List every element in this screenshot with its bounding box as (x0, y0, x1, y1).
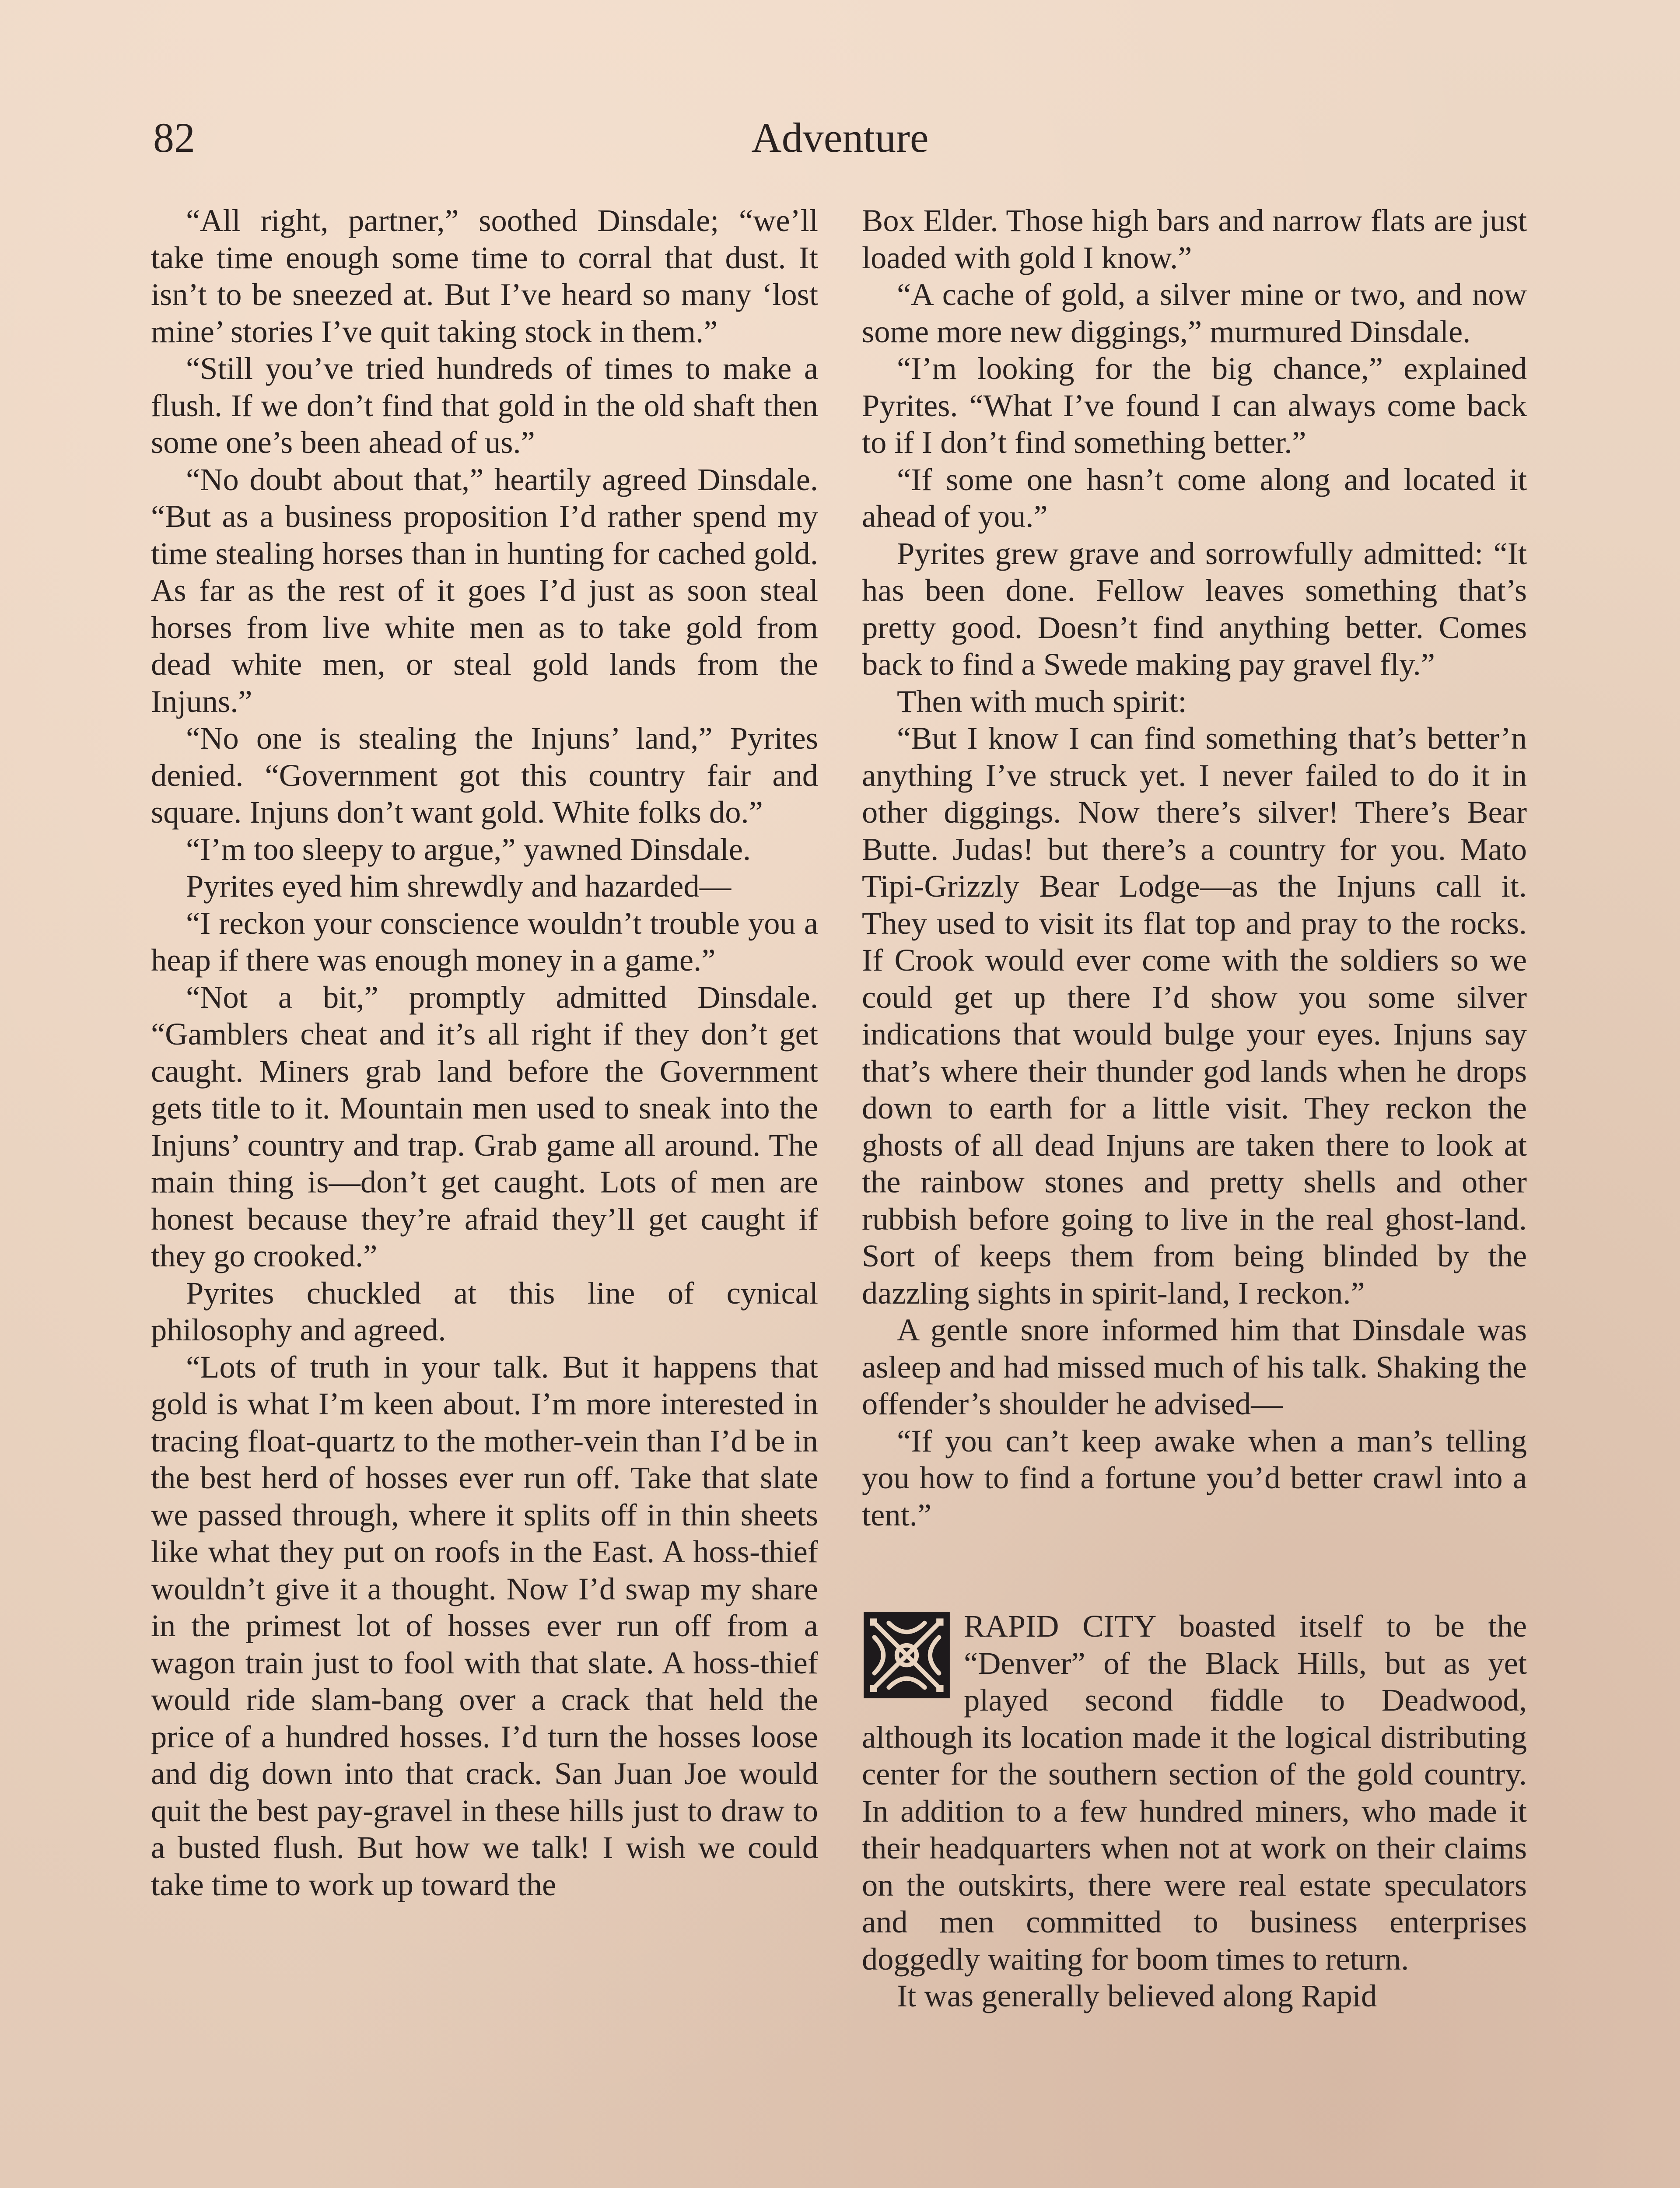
paragraph: “I’m too sleepy to argue,” yawned Dinsdale. (186, 831, 751, 867)
page-number: 82 (153, 114, 195, 161)
paragraph: “All right, partner,” soothed Dinsdale; “we’ll take time enough some time to corral that dust. It isn’t to be sneezed at. But I’ve heard so many ‘lost mine’ stories I’ve quit taking stock in them.” (151, 203, 818, 349)
page-header (153, 109, 1527, 166)
section-break (862, 1608, 1527, 2015)
paragraph: “I reckon your conscience wouldn’t trouble you a heap if there was enough money in a game.” (151, 905, 818, 978)
section-opening-paragraph (862, 1608, 1527, 1978)
paragraph: Pyrites chuckled at this line of cynical philosophy and agreed. (151, 1275, 818, 1347)
paragraph: “If you can’t keep awake when a man’s telling you how to find a fortune you’d better crawl into a tent.” (862, 1423, 1527, 1532)
right-column (862, 202, 1527, 2015)
section-lead-text: boasted itself to be the “Denver” of the Black Hills, but as yet played second fiddle to Deadwood, although its location made it the logical distributing center for the southern section of the gold country. In addition to a few hundred miners, who made it their headquarters when not at work on their claims on the outskirts, there were real estate speculators and men committed to business enterprises doggedly waiting for boom times to return. (862, 1608, 1527, 1977)
paragraph: It was generally believed along Rapid (897, 1978, 1377, 2013)
paragraph: Then with much spirit: (897, 683, 1187, 719)
left-column (151, 202, 818, 1903)
paragraph: “Lots of truth in your talk. But it happens that gold is what I’m keen about. I’m more interested in tracing float-quartz to the mother-vein than I’d be in the best herd of hosses ever run off. Take that slate we passed through, where it splits off in thin sheets like what they put on roofs in the East. A hoss-thief wouldn’t give it a thought. Now I’d swap my share in the primest lot of hosses ever run off from a wagon train just to fool with that slate. A hoss-thief would ride slam-bang over a crack that held the price of a hundred hosses. I’d turn the hosses loose and dig down into that crack. San Juan Joe would quit the best pay-gravel in these hills just to draw to a busted flush. But how we talk! I wish we could take time to work up toward the (151, 1349, 818, 1902)
celtic-knot-ornament-icon (862, 1610, 952, 1700)
paragraph: “Not a bit,” promptly admitted Dinsdale. “Gamblers cheat and it’s all right if they don’t get caught. Miners grab land before the Government gets title to it. Mountain men used to sneak into the Injuns’ country and trap. Grab game all around. The main thing is—don’t get caught. Lots of men are honest because they’re afraid they’ll get caught if they go crooked.” (151, 979, 818, 1273)
running-title: Adventure (751, 114, 929, 161)
paragraph: “A cache of gold, a silver mine or two, and now some more new diggings,” murmured Dinsdale. (862, 277, 1527, 349)
paragraph: “No doubt about that,” heartily agreed Dinsdale. “But as a business proposition I’d rather spend my time stealing horses than in hunting for cached gold. As far as the rest of it goes I’d just as soon steal horses from live white men as to take gold from dead white men, or steal gold lands from the Injuns.” (151, 461, 818, 719)
paragraph-continued: Box Elder. Those high bars and narrow flats are just loaded with gold I know.” (862, 203, 1527, 275)
paragraph: A gentle snore informed him that Dinsdale was asleep and had missed much of his talk. Shaking the offender’s shoulder he advised— (862, 1312, 1527, 1421)
paragraph: “If some one hasn’t come along and located it ahead of you.” (862, 461, 1527, 534)
paragraph: “I’m looking for the big chance,” explained Pyrites. “What I’ve found I can always come back to if I don’t find something better.” (862, 351, 1527, 460)
paragraph: “No one is stealing the Injuns’ land,” Pyrites denied. “Government got this country fair and square. Injuns don’t want gold. White folks do.” (151, 720, 818, 830)
paragraph: “But I know I can find something that’s better’n anything I’ve struck yet. I never failed to do it in other diggings. Now there’s silver! There’s Bear Butte. Judas! but there’s a country for you. Mato Tipi-Grizzly Bear Lodge—as the Injuns call it. They used to visit its flat top and pray to the rocks. If Crook would ever come with the soldiers so we could get up there I’d show you some silver indications that would bulge your eyes. Injuns say that’s where their thunder god lands when he drops down to earth for a little visit. They reckon the ghosts of all dead Injuns are taken there to look at the rainbow stones and pretty shells and other rubbish before going to live in the real ghost-land. Sort of keeps them from being blinded by the dazzling sights in spirit-land, I reckon.” (862, 720, 1527, 1311)
paragraph: Pyrites grew grave and sorrowfully admitted: “It has been done. Fellow leaves something that’s pretty good. Doesn’t find anything better. Comes back to find a Swede making pay gravel fly.” (862, 535, 1527, 682)
section-lead-caps: RAPID CITY (964, 1608, 1155, 1644)
paragraph: “Still you’ve tried hundreds of times to make a flush. If we don’t find that gold in the old shaft then some one’s been ahead of us.” (151, 351, 818, 460)
paragraph: Pyrites eyed him shrewdly and hazarded— (186, 868, 732, 904)
